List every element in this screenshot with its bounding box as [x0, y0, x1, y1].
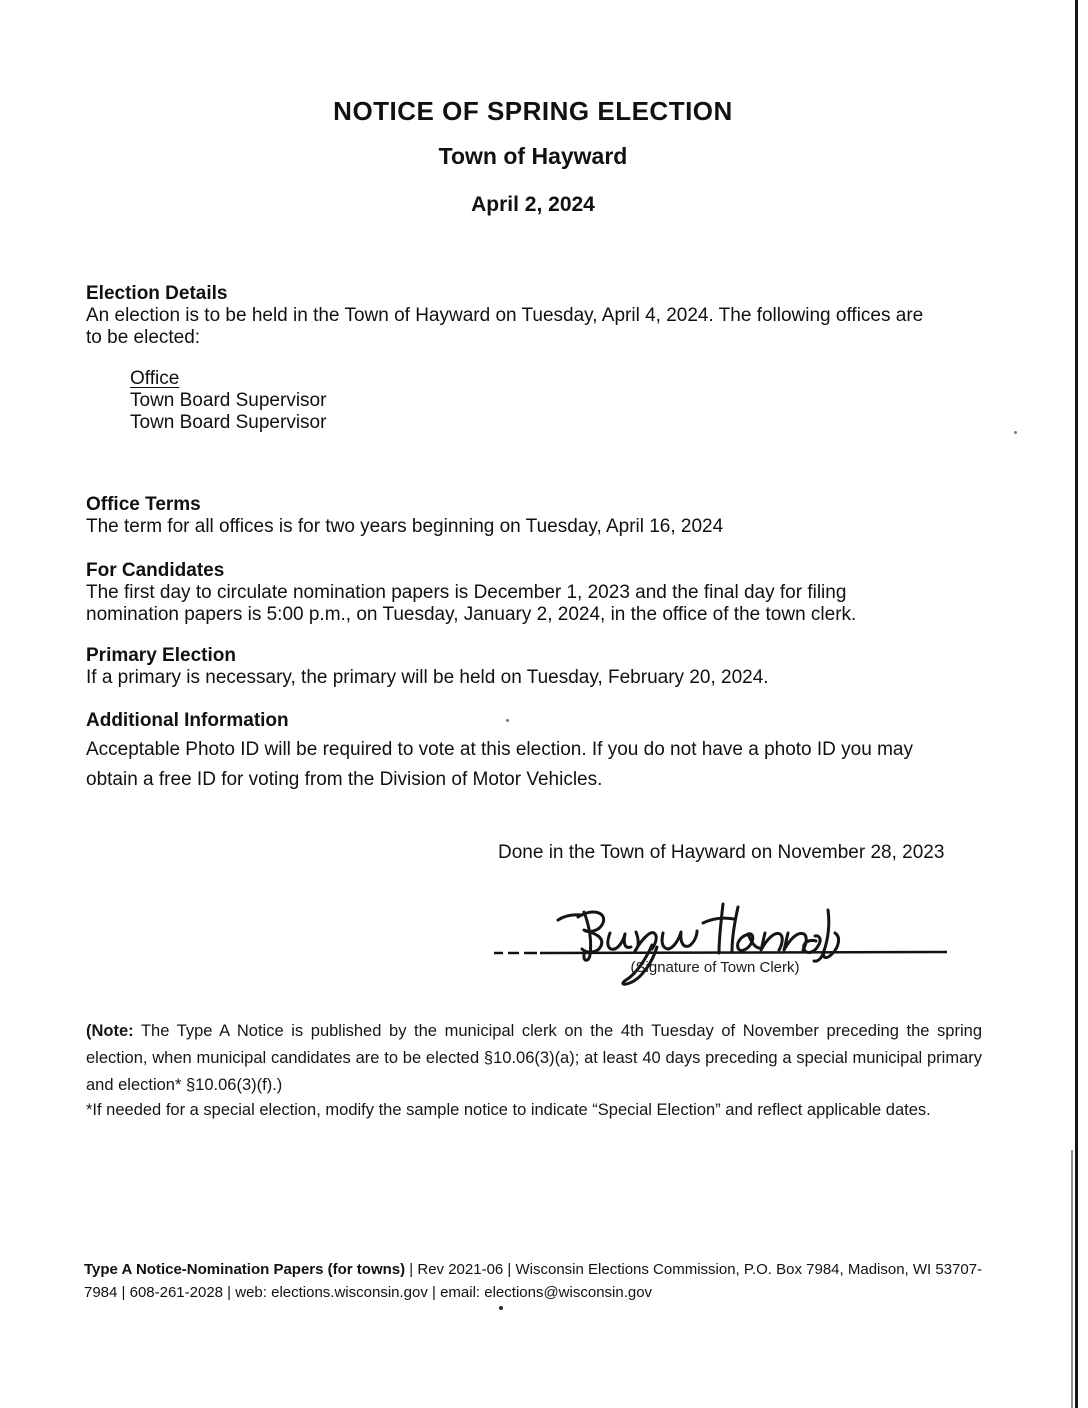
- scan-speck: [499, 1306, 503, 1310]
- scan-artifact-right-edge-line: [1075, 0, 1078, 1408]
- additional-information-heading: Additional Information: [86, 710, 289, 731]
- office-list-item: Town Board Supervisor: [130, 390, 327, 411]
- municipality-name: Town of Hayward: [438, 143, 628, 169]
- section-office-terms: [86, 494, 932, 538]
- scan-speck: [506, 719, 509, 722]
- note-prefix: (Note:: [86, 1022, 134, 1040]
- page-title: NOTICE OF SPRING ELECTION: [333, 96, 733, 126]
- office-list: [130, 368, 530, 434]
- town-clerk-signature-image: [460, 885, 970, 995]
- form-footer: [84, 1258, 986, 1304]
- office-terms-body: The term for all offices is for two years beginning on Tuesday, April 16, 2024: [86, 516, 724, 537]
- office-column-header: Office: [130, 368, 180, 389]
- election-details-heading: Election Details: [86, 283, 228, 304]
- form-footer-details: | Rev 2021-06 | Wisconsin Elections Commission, P.O. Box 7984, Madison, WI 53707-7984 | 608-261-2028 | web: elections.wisconsin.gov | email: elections@wisconsin.gov: [84, 1261, 983, 1301]
- form-footer-title: Type A Notice-Nomination Papers (for towns): [84, 1261, 406, 1278]
- additional-information-body: Acceptable Photo ID will be required to vote at this election. If you do not have a photo ID you may obtain a free ID for voting from the Division of Motor Vehicles.: [86, 739, 913, 790]
- primary-election-heading: Primary Election: [86, 645, 236, 666]
- election-details-body: An election is to be held in the Town of Hayward on Tuesday, April 4, 2024. The following offices are to be elected:: [86, 305, 924, 348]
- election-date: April 2, 2024: [471, 193, 595, 216]
- office-list-item: Town Board Supervisor: [130, 412, 327, 433]
- publication-note: [86, 1018, 982, 1099]
- office-terms-heading: Office Terms: [86, 494, 201, 515]
- signature-caption: (Signature of Town Clerk): [630, 959, 800, 976]
- scan-speck: [1014, 431, 1017, 434]
- primary-election-body: If a primary is necessary, the primary will be held on Tuesday, February 20, 2024.: [86, 667, 769, 688]
- scan-artifact-noise: [1071, 1150, 1073, 1408]
- section-primary-election: [86, 645, 932, 689]
- signature-line: [540, 952, 947, 953]
- for-candidates-heading: For Candidates: [86, 560, 225, 581]
- attestation-statement: Done in the Town of Hayward on November 28, 2023: [498, 842, 945, 863]
- section-additional-information: [86, 710, 932, 795]
- special-election-footnote: *If needed for a special election, modify the sample notice to indicate “Special Election” and reflect applicable dates.: [86, 1101, 931, 1119]
- for-candidates-body: The first day to circulate nomination papers is December 1, 2023 and the final day for filing nomination papers is 5:00 p.m., on Tuesday, January 2, 2024, in the office of the town clerk.: [86, 582, 857, 625]
- section-election-details: [86, 283, 932, 349]
- note-body: The Type A Notice is published by the municipal clerk on the 4th Tuesday of November preceding the spring election, when municipal candidates are to be elected §10.06(3)(a); at least 40 days preceding a special municipal primary and election* §10.06(3)(f).): [86, 1022, 982, 1094]
- section-for-candidates: [86, 560, 932, 626]
